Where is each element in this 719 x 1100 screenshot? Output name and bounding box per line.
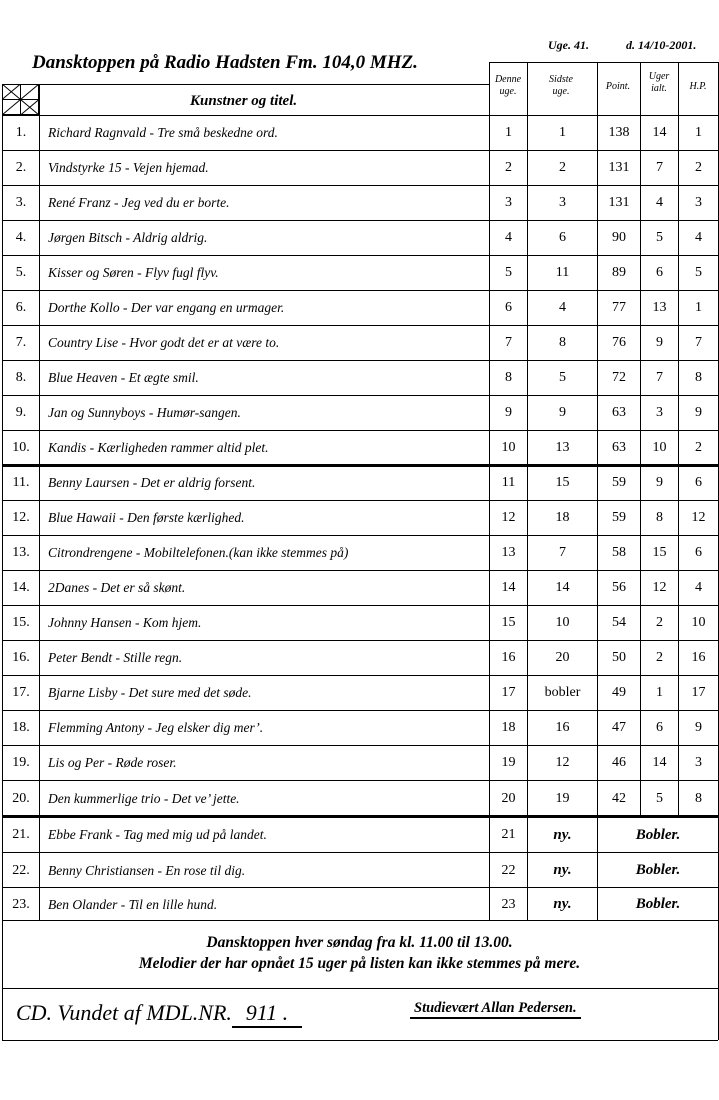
this-week-position: 18 (501, 720, 516, 735)
this-week-position: 4 (505, 230, 512, 245)
points: 89 (612, 265, 626, 280)
weeks-total: 5 (656, 230, 663, 245)
grid-hline (2, 84, 489, 85)
points: 72 (612, 370, 626, 385)
weeks-total: 7 (656, 160, 663, 175)
song-title: Bjarne Lisby - Det sure med det søde. (48, 685, 252, 700)
weeks-total: 9 (656, 335, 663, 350)
grid-hline (2, 887, 718, 888)
this-week-position: 19 (501, 755, 516, 770)
last-week-position: 20 (555, 650, 570, 665)
points: 59 (612, 475, 626, 490)
this-week-position: 17 (501, 685, 516, 700)
weeks-total: 1 (656, 685, 663, 700)
song-title: Ebbe Frank - Tag med mig ud på landet. (48, 827, 267, 842)
last-week-position: 5 (559, 370, 566, 385)
studio-host: Studievært Allan Pedersen. (410, 1000, 581, 1019)
last-week-position: 3 (559, 195, 566, 210)
grid-hline (2, 988, 718, 989)
new-entry-label: ny. (553, 862, 572, 878)
rank: 16. (12, 650, 30, 665)
grid-hline (2, 920, 718, 921)
column-header-weeks-total (640, 71, 678, 95)
cd-winner-number: 911 . (232, 1000, 302, 1028)
highest-position: 2 (695, 160, 702, 175)
last-week-position: 8 (559, 335, 566, 350)
weeks-total: 2 (656, 650, 663, 665)
song-title: Jørgen Bitsch - Aldrig aldrig. (48, 230, 208, 245)
voting-rule: Melodier der har opnået 15 uger på listen kan ikke stemmes på mere. (138, 955, 581, 972)
weeks-total: 3 (656, 405, 663, 420)
rank: 1. (15, 125, 27, 140)
this-week-position: 21 (501, 827, 516, 842)
column-header-last-week-line2: uge. (552, 86, 570, 97)
highest-position: 2 (695, 440, 702, 455)
song-title: Kandis - Kærligheden rammer altid plet. (48, 440, 269, 455)
song-title: René Franz - Jeg ved du er borte. (48, 195, 230, 210)
song-title: Benny Laursen - Det er aldrig forsent. (48, 475, 256, 490)
rank: 12. (12, 510, 30, 525)
broadcast-schedule: Dansktoppen hver søndag fra kl. 11.00 til 13.00. (206, 934, 513, 951)
column-header-last-week-line1: Sidste (549, 74, 573, 85)
highest-position: 8 (695, 790, 702, 806)
this-week-position: 3 (505, 195, 512, 210)
grid-hline (489, 62, 718, 63)
column-header-weeks-total-line1: Uger (648, 71, 670, 82)
last-week-position: 10 (555, 615, 570, 630)
highest-position: 1 (695, 125, 702, 140)
song-title: Johnny Hansen - Kom hjem. (48, 615, 202, 630)
song-title: Jan og Sunnyboys - Humør-sangen. (48, 405, 241, 420)
rank: 6. (15, 300, 27, 315)
cd-winner-label: CD. Vundet af MDL.NR. (16, 1000, 232, 1025)
last-week-position: 7 (559, 545, 566, 560)
highest-position: 1 (695, 300, 702, 315)
column-header-this-week-line1: Denne (494, 74, 522, 85)
week-number: Uge. 41. (548, 38, 589, 52)
rank: 23. (12, 896, 30, 912)
rank: 15. (12, 615, 30, 630)
weeks-total: 6 (656, 265, 663, 280)
weeks-total: 6 (656, 720, 663, 735)
song-title: Citrondrengene - Mobiltelefonen.(kan ikke stemmes på) (48, 545, 349, 560)
last-week-position: 16 (555, 720, 570, 735)
bubbler-status: Bobler. (635, 896, 681, 912)
this-week-position: 11 (501, 475, 516, 490)
points: 49 (612, 685, 626, 700)
page-title: Dansktoppen på Radio Hadsten Fm. 104,0 MHZ. (32, 52, 418, 73)
points: 138 (608, 125, 630, 140)
highest-position: 6 (695, 475, 702, 490)
song-title: Blue Heaven - Et ægte smil. (48, 370, 199, 385)
song-title: Den kummerlige trio - Det ve’ jette. (48, 790, 240, 806)
last-week-position: 9 (559, 405, 566, 420)
rank: 8. (15, 370, 27, 385)
highest-position: 12 (691, 510, 706, 525)
points: 58 (612, 545, 626, 560)
weeks-total: 2 (656, 615, 663, 630)
points: 63 (612, 405, 626, 420)
last-week-position: 15 (555, 475, 570, 490)
last-week-position: 19 (555, 790, 570, 806)
this-week-position: 13 (501, 545, 516, 560)
weeks-total: 15 (652, 545, 667, 560)
points: 90 (612, 230, 626, 245)
last-week-position: 13 (555, 440, 570, 455)
last-week-position: 11 (555, 265, 570, 280)
this-week-position: 14 (501, 580, 516, 595)
this-week-position: 8 (505, 370, 512, 385)
points: 54 (612, 615, 626, 630)
points: 76 (612, 335, 626, 350)
grid-hline (2, 1040, 718, 1041)
grid-vline (39, 84, 40, 920)
column-header-points: Point. (605, 81, 631, 92)
column-header-last-week (527, 74, 595, 98)
this-week-position: 6 (505, 300, 512, 315)
new-entry-label: ny. (553, 896, 572, 912)
weeks-total: 8 (656, 510, 663, 525)
highest-position: 9 (695, 720, 702, 735)
song-title: Country Lise - Hvor godt det er at være to. (48, 335, 280, 350)
last-week-position: 12 (555, 755, 570, 770)
points: 77 (612, 300, 626, 315)
rank: 22. (12, 862, 30, 878)
this-week-position: 5 (505, 265, 512, 280)
this-week-position: 22 (501, 862, 516, 878)
last-week-position: 1 (559, 125, 566, 140)
highest-position: 3 (695, 755, 702, 770)
points: 47 (612, 720, 626, 735)
points: 131 (608, 195, 630, 210)
points: 42 (612, 790, 626, 806)
weeks-total: 4 (656, 195, 663, 210)
last-week-position: 6 (559, 230, 566, 245)
highest-position: 7 (695, 335, 702, 350)
rank: 11. (12, 475, 30, 490)
rank: 19. (12, 755, 30, 770)
rank: 9. (15, 405, 27, 420)
points: 59 (612, 510, 626, 525)
chart-date: d. 14/10-2001. (626, 38, 697, 52)
last-week-position: 18 (555, 510, 570, 525)
last-week-position: 4 (559, 300, 566, 315)
highest-position: 4 (695, 580, 702, 595)
this-week-position: 15 (501, 615, 516, 630)
bubbler-status: Bobler. (635, 826, 681, 843)
highest-position: 17 (691, 685, 706, 700)
rank: 7. (15, 335, 27, 350)
highest-position: 6 (695, 545, 702, 560)
rank: 21. (12, 827, 30, 842)
song-title: Lis og Per - Røde roser. (48, 755, 177, 770)
bubbler-status: Bobler. (635, 862, 681, 878)
song-title: Kisser og Søren - Flyv fugl flyv. (48, 265, 219, 280)
this-week-position: 12 (501, 510, 516, 525)
broadcast-info (0, 932, 719, 974)
highest-position: 5 (695, 265, 702, 280)
points: 50 (612, 650, 626, 665)
this-week-position: 7 (505, 335, 512, 350)
song-title: Benny Christiansen - En rose til dig. (48, 862, 246, 878)
last-week-position: 14 (555, 580, 570, 595)
rank: 4. (15, 230, 27, 245)
song-title: Richard Ragnvald - Tre små beskedne ord. (48, 125, 278, 140)
rank: 10. (12, 440, 30, 455)
cd-winner (16, 1000, 302, 1028)
song-title: Dorthe Kollo - Der var engang en urmager. (48, 300, 285, 315)
column-header-artist-title: Kunstner og titel. (190, 93, 298, 109)
song-title: Blue Hawaii - Den første kærlighed. (48, 510, 245, 525)
song-title: Flemming Antony - Jeg elsker dig mer’. (48, 720, 264, 735)
this-week-position: 16 (501, 650, 516, 665)
rank: 20. (12, 790, 30, 806)
weeks-total: 7 (656, 370, 663, 385)
weeks-total: 14 (652, 755, 667, 770)
corner-cross-icon (2, 84, 40, 116)
column-header-this-week (490, 74, 526, 98)
last-week-position: 2 (559, 160, 566, 175)
points: 131 (608, 160, 630, 175)
highest-position: 10 (691, 615, 706, 630)
weeks-total: 12 (652, 580, 667, 595)
this-week-position: 1 (505, 125, 512, 140)
song-title: 2Danes - Det er så skønt. (48, 580, 186, 595)
column-header-this-week-line2: uge. (499, 86, 517, 97)
rank: 13. (12, 545, 30, 560)
column-header-weeks-total-line2: ialt. (651, 83, 667, 94)
highest-position: 16 (691, 650, 706, 665)
points: 46 (612, 755, 626, 770)
song-title: Peter Bendt - Stille regn. (48, 650, 183, 665)
points: 56 (612, 580, 626, 595)
highest-position: 3 (695, 195, 702, 210)
weeks-total: 9 (656, 475, 663, 490)
rank: 2. (15, 160, 27, 175)
this-week-position: 10 (501, 440, 516, 455)
rank: 3. (15, 195, 27, 210)
song-title: Vindstyrke 15 - Vejen hjemad. (48, 160, 209, 175)
highest-position: 8 (695, 370, 702, 385)
rank: 18. (12, 720, 30, 735)
this-week-position: 20 (501, 790, 516, 806)
highest-position: 4 (695, 230, 702, 245)
last-week-position: bobler (544, 685, 581, 700)
this-week-position: 9 (505, 405, 512, 420)
weeks-total: 14 (652, 125, 667, 140)
column-header-hp: H.P. (689, 81, 707, 92)
highest-position: 9 (695, 405, 702, 420)
weeks-total: 10 (652, 440, 667, 455)
new-entry-label: ny. (553, 826, 572, 843)
rank: 14. (12, 580, 30, 595)
rank: 17. (12, 685, 30, 700)
grid-hline (2, 852, 718, 853)
weeks-total: 13 (652, 300, 667, 315)
song-title: Ben Olander - Til en lille hund. (48, 896, 218, 912)
weeks-total: 5 (656, 790, 663, 806)
this-week-position: 2 (505, 160, 512, 175)
rank: 5. (15, 265, 27, 280)
points: 63 (612, 440, 626, 455)
this-week-position: 23 (501, 896, 516, 912)
